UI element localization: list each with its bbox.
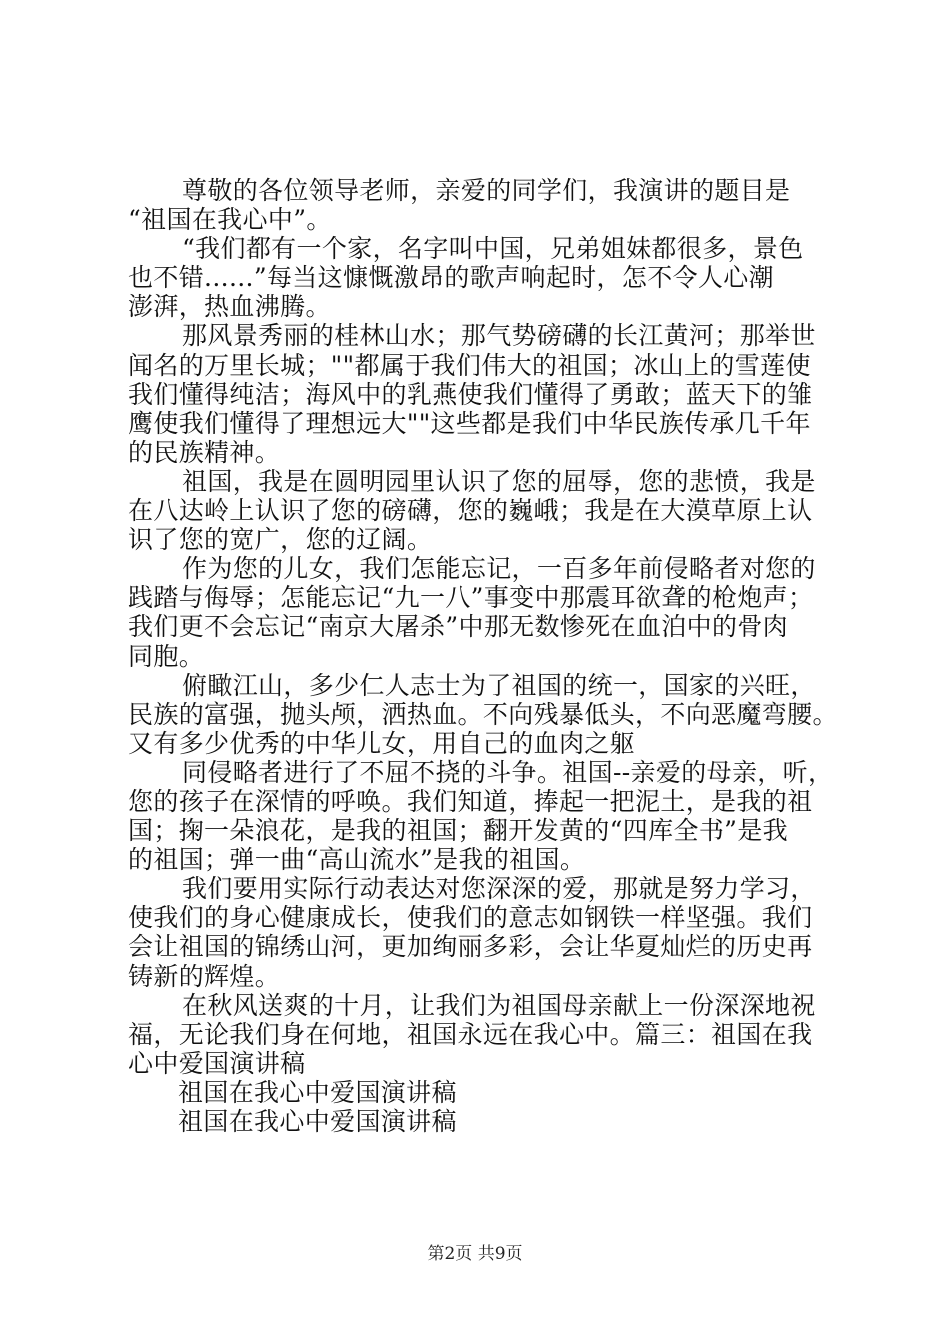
text-line: 的民族精神。 [128,437,281,467]
text-line: 践踏与侮辱；怎能忘记“九一八”事变中那震耳欲聋的枪炮声； [128,583,814,613]
page-number-footer: 第2页 共9页 [427,1244,523,1264]
text-line: 闻名的万里长城；""都属于我们伟大的祖国；冰山上的雪莲使 [128,350,811,380]
text-line: 也不错......”每当这慷慨激昂的歌声响起时，怎不令人心潮 [128,263,774,293]
text-line: 同胞。 [128,641,205,671]
text-line: 民族的富强，抛头颅，洒热血。不向残暴低头，不向恶魔弯腰。 [128,699,838,729]
text-line: 在秋风送爽的十月，让我们为祖国母亲献上一份深深地祝 [182,990,816,1020]
text-line: “祖国在我心中”。 [128,205,332,235]
text-line: 心中爱国演讲稿 [128,1048,306,1078]
text-line: 会让祖国的锦绣山河，更加绚丽多彩，会让华夏灿烂的历史再 [128,932,813,962]
text-line: “我们都有一个家，名字叫中国，兄弟姐妹都很多，景色 [182,234,804,264]
text-line: 祖国在我心中爱国演讲稿 [178,1077,457,1107]
text-line: 国；掬一朵浪花，是我的祖国；翻开发黄的“四库全书”是我 [128,816,789,846]
text-line: 尊敬的各位领导老师，亲爱的同学们，我演讲的题目是 [182,176,791,205]
text-line: 我们懂得纯洁；海风中的乳燕使我们懂得了勇敢；蓝天下的雏 [128,379,813,409]
text-line: 同侵略者进行了不屈不挠的斗争。祖国--亲爱的母亲，听， [182,757,834,787]
text-line: 您的孩子在深情的呼唤。我们知道，捧起一把泥土，是我的祖 [128,786,813,816]
speech-body [128,176,838,1136]
text-line: 福，无论我们身在何地，祖国永远在我心中。篇三：祖国在我 [128,1019,813,1049]
text-line: 又有多少优秀的中华儿女，用自己的血肉之躯 [128,728,636,758]
text-line: 我们更不会忘记“南京大屠杀”中那无数惨死在血泊中的骨肉 [128,612,789,642]
text-line: 祖国在我心中爱国演讲稿 [178,1107,457,1136]
text-line: 澎湃，热血沸腾。 [128,292,331,322]
text-line: 我们要用实际行动表达对您深深的爱，那就是努力学习， [182,874,816,904]
text-line: 识了您的宽广，您的辽阔。 [128,525,433,555]
text-line: 祖国，我是在圆明园里认识了您的屈辱，您的悲愤，我是 [182,466,816,496]
text-line: 的祖国；弹一曲“高山流水”是我的祖国。 [128,845,586,875]
text-line: 作为您的儿女，我们怎能忘记，一百多年前侵略者对您的 [182,554,816,584]
text-line: 铸新的辉煌。 [128,961,281,991]
text-line: 使我们的身心健康成长，使我们的意志如钢铁一样坚强。我们 [128,903,813,933]
text-line: 俯瞰江山，多少仁人志士为了祖国的统一，国家的兴旺， [182,670,816,700]
text-line: 鹰使我们懂得了理想远大""这些都是我们中华民族传承几千年 [128,408,811,438]
text-line: 在八达岭上认识了您的磅礴，您的巍峨；我是在大漠草原上认 [128,496,813,526]
text-line: 那风景秀丽的桂林山水；那气势磅礴的长江黄河；那举世 [182,321,816,351]
